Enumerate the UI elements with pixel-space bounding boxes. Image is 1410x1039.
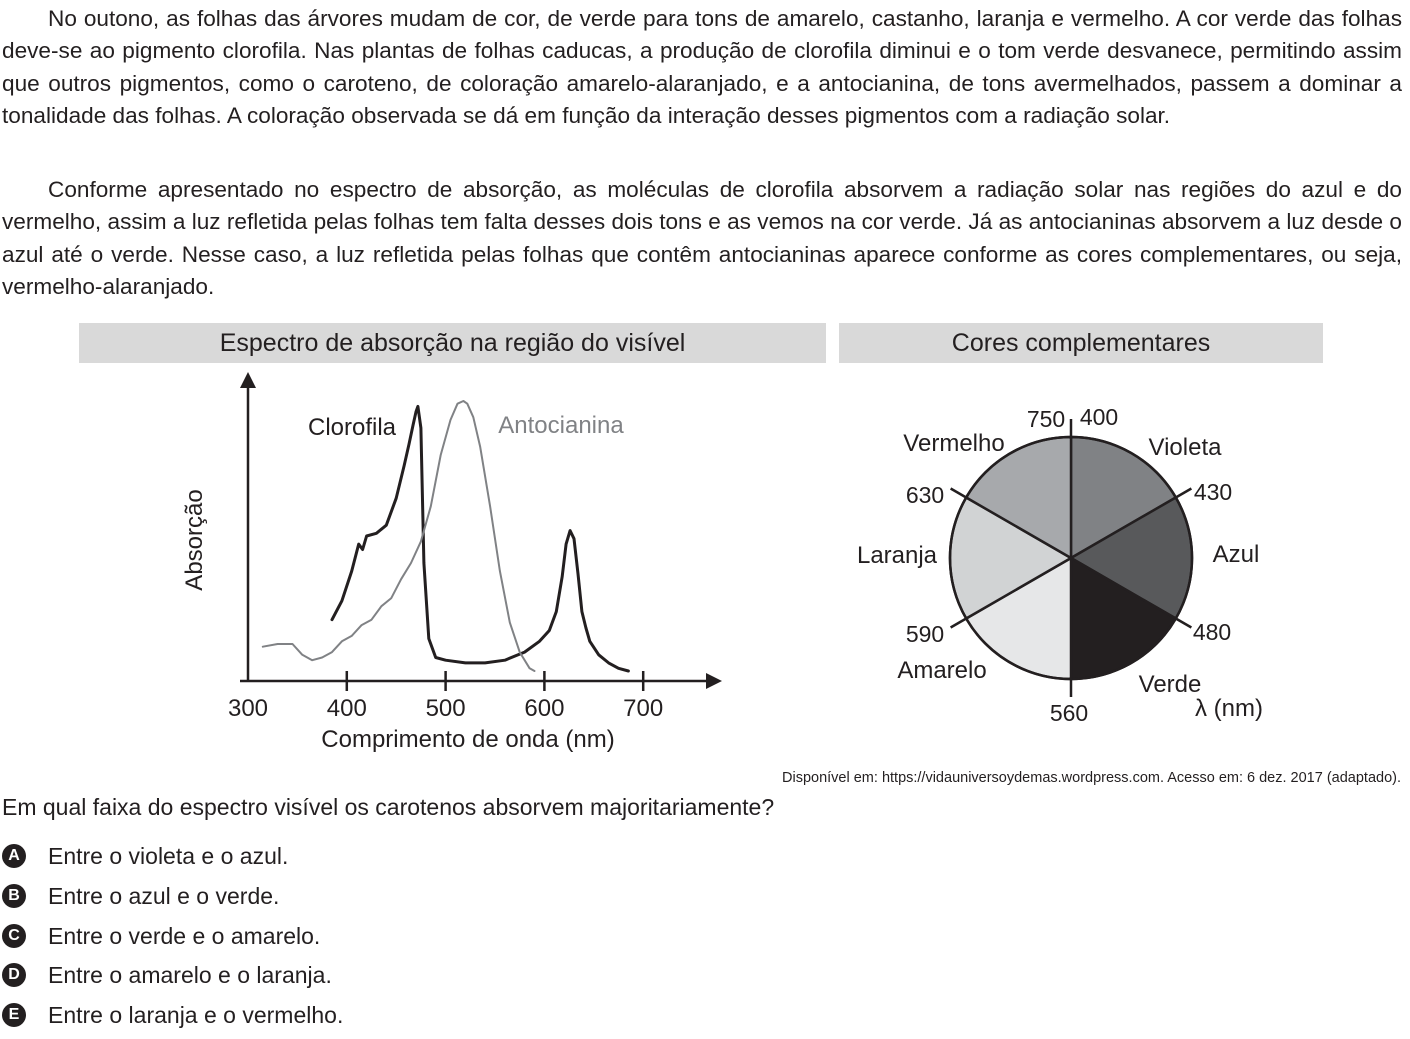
x-axis-label: Comprimento de onda (nm) — [321, 726, 615, 753]
pie-color-label-azul: Azul — [1212, 541, 1260, 568]
pie-boundary-label-630: 630 — [905, 482, 945, 508]
x-tick-label-700: 700 — [623, 695, 664, 722]
option-c-text: Entre o verde e o amarelo. — [48, 922, 321, 949]
x-tick-label-600: 600 — [524, 695, 565, 722]
complementary-colors-title: Cores complementares — [839, 323, 1323, 363]
complementary-colors-wheel — [857, 404, 1263, 726]
y-axis-label: Absorção — [181, 489, 208, 591]
series-label-antocianina: Antocianina — [498, 412, 624, 439]
x-tick-label-400: 400 — [326, 695, 367, 722]
option-b-badge: B — [2, 884, 26, 908]
pie-boundary-label-430: 430 — [1193, 479, 1233, 505]
option-b[interactable] — [2, 880, 279, 912]
option-e[interactable] — [2, 999, 343, 1031]
paragraph-2: Conforme apresentado no espectro de absorção, as moléculas de clorofila absorvem a radiação solar nas regiões do azul e do vermelho, assim a luz refletida pelas folhas tem falta desses dois tons e as vemos na cor verde. Já as antocianinas absorvem a luz desde o azul até o verde. Nesse caso, a luz refletida pelas folhas que contêm antocianinas aparece conforme as cores complementares, ou seja, vermelho-alaranjado. — [2, 177, 1402, 300]
y-axis-arrow — [240, 372, 256, 388]
option-d-badge: D — [2, 963, 26, 987]
absorption-spectrum-chart — [181, 372, 722, 753]
paragraph-1: No outono, as folhas das árvores mudam de cor, de verde para tons de amarelo, castanho, laranja e vermelho. A cor verde das folhas deve-se ao pigmento clorofila. Nas plantas de folhas caducas, a produção de clorofila diminui e o tom verde desvanece, permitindo assim que outros pigmentos, como o caroteno, de coloração amarelo-alaranjado, e a antocianina, de tons avermelhados, passem a dominar a tonalidade das folhas. A coloração observada se dá em função da interação desses pigmentos com a radiação solar. — [2, 6, 1402, 129]
pie-boundary-tick — [951, 618, 968, 628]
option-a-text: Entre o violeta e o azul. — [48, 842, 289, 869]
option-a[interactable] — [2, 840, 288, 872]
pie-boundary-tick — [1174, 618, 1191, 628]
option-c[interactable] — [2, 920, 320, 952]
absorption-chart-title: Espectro de absorção na região do visível — [79, 323, 826, 363]
pie-color-label-amarelo: Amarelo — [897, 657, 987, 684]
option-b-text: Entre o azul e o verde. — [48, 882, 280, 909]
figure-area — [0, 363, 1410, 768]
pie-boundary-tick — [951, 489, 968, 499]
pie-boundary-tick — [1174, 489, 1191, 499]
series-label-clorofila: Clorofila — [307, 414, 397, 441]
option-e-text: Entre o laranja e o vermelho. — [48, 1001, 344, 1028]
pie-boundary-label-560: 560 — [1049, 700, 1089, 726]
series-line-antocianina — [263, 401, 535, 671]
x-axis-arrow — [706, 673, 722, 689]
x-tick-label-500: 500 — [425, 695, 466, 722]
source-citation: Disponível em: https://vidauniversoydemas.wordpress.com. Acesso em: 6 dez. 2017 (adaptado). — [782, 770, 1401, 786]
pie-color-label-laranja: Laranja — [856, 542, 938, 569]
option-e-badge: E — [2, 1003, 26, 1027]
option-a-badge: A — [2, 844, 26, 868]
wavelength-unit-label: λ (nm) — [1195, 695, 1263, 722]
option-d[interactable] — [2, 959, 332, 991]
question-prompt: Em qual faixa do espectro visível os carotenos absorvem majoritariamente? — [2, 794, 775, 820]
option-d-text: Entre o amarelo e o laranja. — [48, 961, 332, 988]
option-c-badge: C — [2, 924, 26, 948]
x-tick-label-300: 300 — [227, 695, 269, 722]
pie-boundary-label-400: 400 — [1079, 404, 1119, 430]
pie-color-label-violeta: Violeta — [1148, 434, 1222, 461]
pie-color-label-verde: Verde — [1138, 671, 1202, 698]
pie-boundary-label-750: 750 — [1026, 406, 1066, 432]
pie-boundary-label-480: 480 — [1192, 619, 1232, 645]
pie-boundary-label-590: 590 — [905, 621, 945, 647]
pie-color-label-vermelho: Vermelho — [903, 430, 1005, 457]
